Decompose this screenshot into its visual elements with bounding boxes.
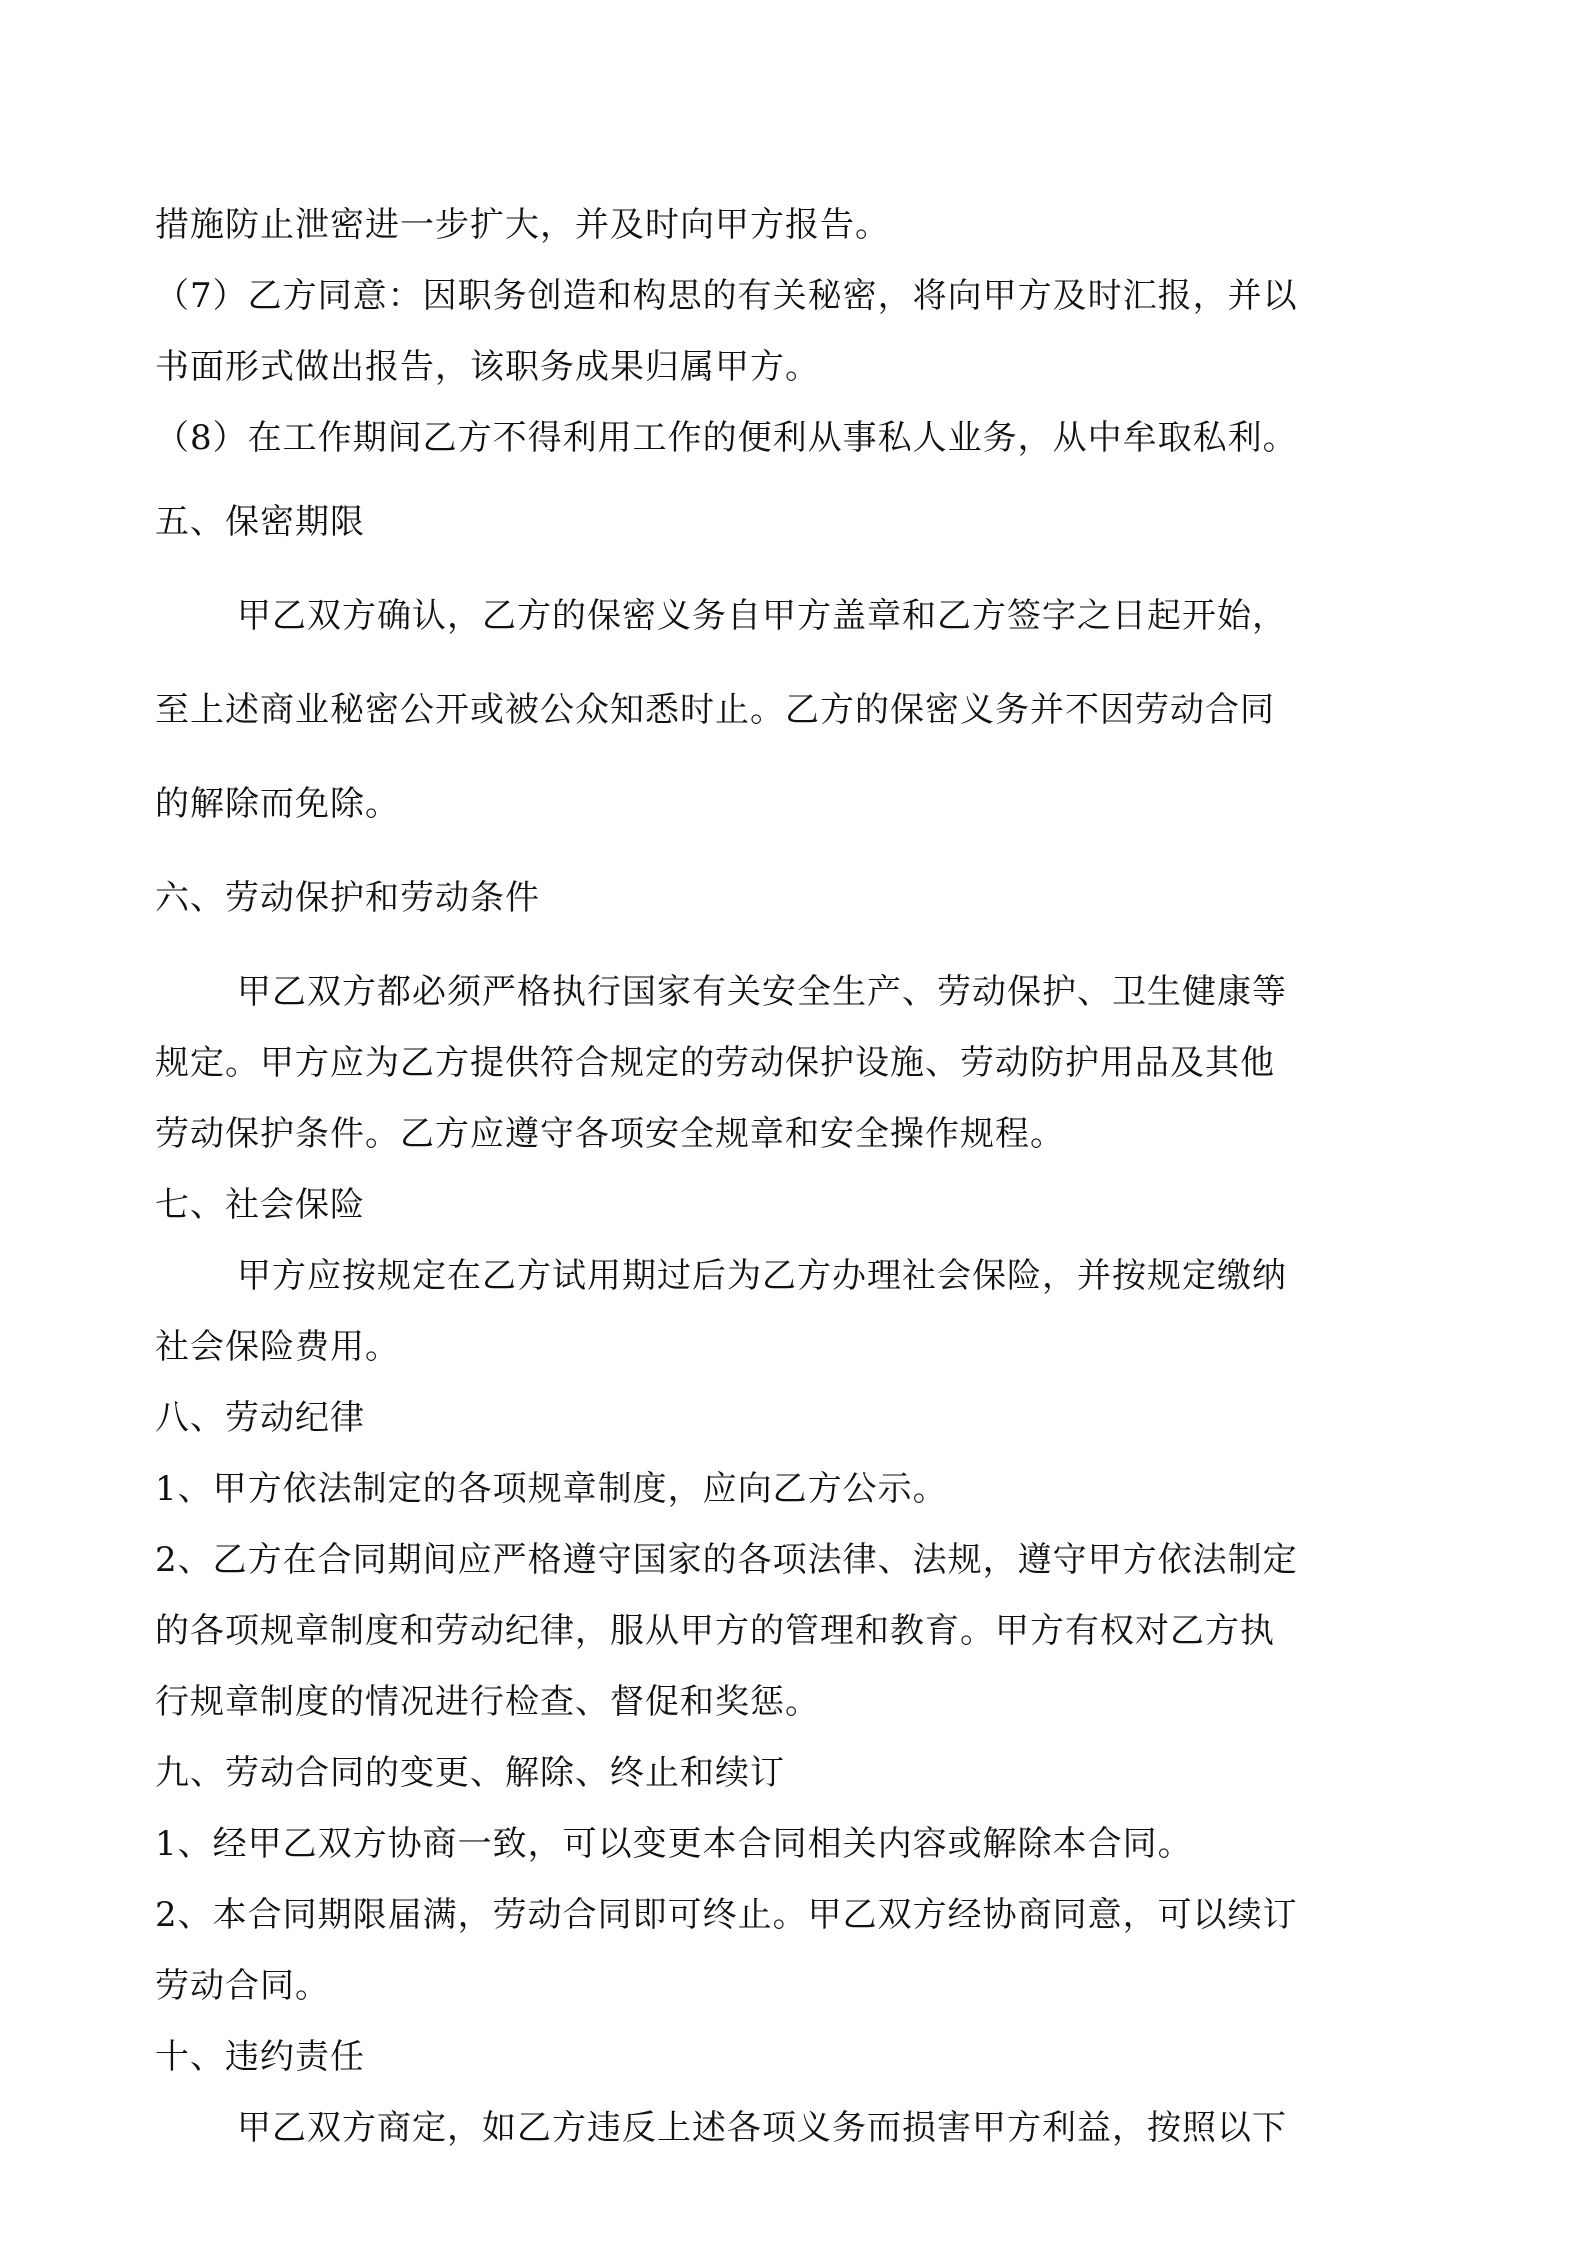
paragraph-line: 社会保险费用。 bbox=[155, 1327, 400, 1367]
paragraph-line: 甲乙双方商定，如乙方违反上述各项义务而损害甲方利益，按照以下 bbox=[237, 2108, 1287, 2148]
section-heading-contract-changes: 九、劳动合同的变更、解除、终止和续订 bbox=[155, 1753, 785, 1793]
section-heading-labor-discipline: 八、劳动纪律 bbox=[155, 1398, 365, 1438]
section-heading-labor-protection: 六、劳动保护和劳动条件 bbox=[155, 878, 540, 918]
paragraph-line: 的各项规章制度和劳动纪律，服从甲方的管理和教育。甲方有权对乙方执 bbox=[155, 1611, 1275, 1651]
paragraph-line: 行规章制度的情况进行检查、督促和奖惩。 bbox=[155, 1682, 820, 1722]
paragraph-line: 甲乙双方都必须严格执行国家有关安全生产、劳动保护、卫生健康等 bbox=[237, 972, 1287, 1012]
paragraph-line: 劳动合同。 bbox=[155, 1966, 330, 2006]
paragraph-line: 书面形式做出报告，该职务成果归属甲方。 bbox=[155, 347, 820, 387]
paragraph-line: 劳动保护条件。乙方应遵守各项安全规章和安全操作规程。 bbox=[155, 1114, 1065, 1154]
document-page bbox=[155, 202, 1445, 2151]
list-item: 1、经甲乙双方协商一致，可以变更本合同相关内容或解除本合同。 bbox=[155, 1824, 1193, 1864]
list-item: 2、乙方在合同期间应严格遵守国家的各项法律、法规，遵守甲方依法制定 bbox=[155, 1540, 1298, 1580]
clause-7-line: （7）乙方同意：因职务创造和构思的有关秘密，将向甲方及时汇报，并以 bbox=[155, 276, 1298, 316]
section-heading-confidentiality-period: 五、保密期限 bbox=[155, 502, 365, 542]
clause-8-line: （8）在工作期间乙方不得利用工作的便利从事私人业务，从中牟取私利。 bbox=[155, 418, 1298, 458]
paragraph-line: 措施防止泄密进一步扩大，并及时向甲方报告。 bbox=[155, 205, 890, 245]
paragraph-line: 甲乙双方确认，乙方的保密义务自甲方盖章和乙方签字之日起开始， bbox=[237, 596, 1287, 636]
paragraph-line: 规定。甲方应为乙方提供符合规定的劳动保护设施、劳动防护用品及其他 bbox=[155, 1043, 1275, 1083]
paragraph-line: 至上述商业秘密公开或被公众知悉时止。乙方的保密义务并不因劳动合同 bbox=[155, 690, 1275, 730]
paragraph-line: 甲方应按规定在乙方试用期过后为乙方办理社会保险，并按规定缴纳 bbox=[237, 1256, 1287, 1296]
list-item: 2、本合同期限届满，劳动合同即可终止。甲乙双方经协商同意，可以续订 bbox=[155, 1895, 1298, 1935]
list-item: 1、甲方依法制定的各项规章制度，应向乙方公示。 bbox=[155, 1469, 948, 1509]
section-heading-breach-liability: 十、违约责任 bbox=[155, 2037, 365, 2077]
paragraph-line: 的解除而免除。 bbox=[155, 784, 400, 824]
section-heading-social-insurance: 七、社会保险 bbox=[155, 1185, 365, 1225]
